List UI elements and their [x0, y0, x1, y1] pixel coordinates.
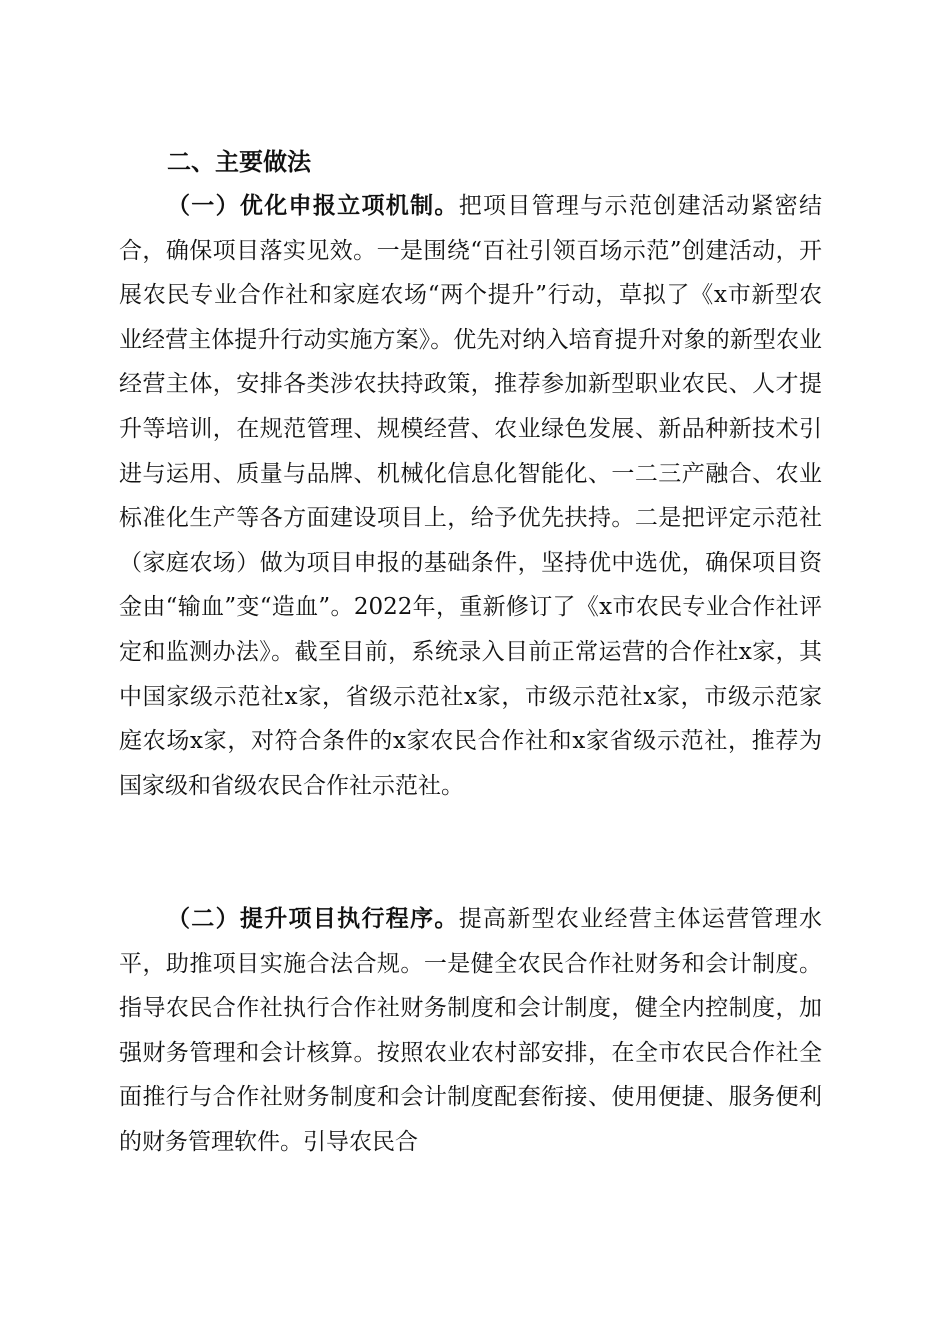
paragraph-improve-execution [119, 897, 822, 1165]
paragraph-body: 把项目管理与示范创建活动紧密结合，确保项目落实见效。一是围绕“百社引领百场示范”创建活动，开展农民专业合作社和家庭农场“两个提升”行动，草拟了《x市新型农业经营主体提升行动实施方案》。优先对纳入培育提升对象的新型农业经营主体，安排各类涉农扶持政策，推荐参加新型职业农民、人才提升等培训，在规范管理、规模经营、农业绿色发展、新品种新技术引进与运用、质量与品牌、机械化信息化智能化、一二三产融合、农业标准化生产等各方面建设项目上，给予优先扶持。二是把评定示范社（家庭农场）做为项目申报的基础条件，坚持优中选优，确保项目资金由“输血”变“造血”。2022年，重新修订了《x市农民专业合作社评定和监测办法》。截至目前，系统录入目前正常运营的合作社x家，其中国家级示范社x家，省级示范社x家，市级示范社x家，市级示范家庭农场x家，对符合条件的x家农民合作社和x家省级示范社，推荐为国家级和省级农民合作社示范社。 [119, 193, 822, 799]
paragraph-lead: （二）提升项目执行程序。 [167, 906, 459, 932]
paragraph-lead: （一）优化申报立项机制。 [167, 193, 459, 219]
document-page [119, 140, 822, 1165]
paragraph-optimize-application [119, 184, 822, 897]
paragraph-body: 提高新型农业经营主体运营管理水平，助推项目实施合法合规。一是健全农民合作社财务和会计制度。指导农民合作社执行合作社财务制度和会计制度，健全内控制度，加强财务管理和会计核算。按照农业农村部安排，在全市农民合作社全面推行与合作社财务制度和会计制度配套衔接、使用便捷、服务便利的财务管理软件。引导农民合 [119, 906, 822, 1155]
section-heading: 二、主要做法 [167, 148, 311, 176]
